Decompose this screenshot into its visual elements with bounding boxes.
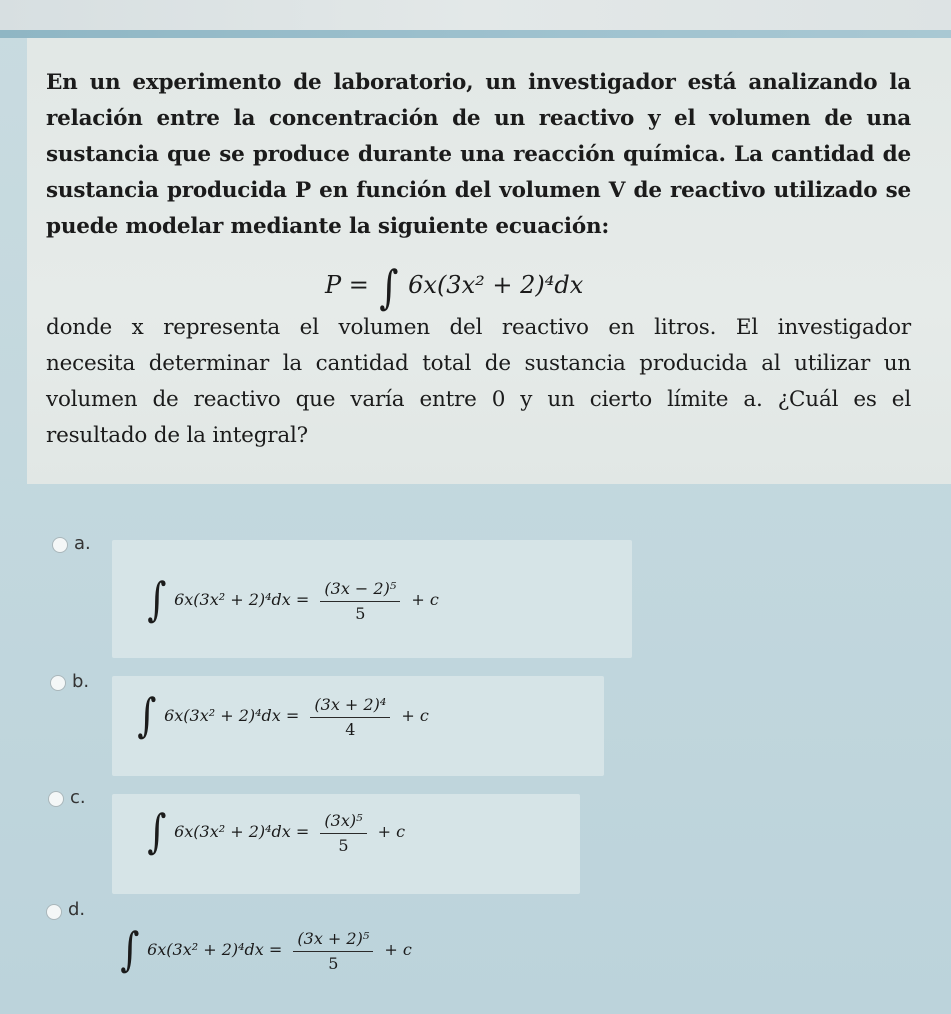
fraction-numerator: (3x)⁵ [320,811,366,834]
option-fraction [320,579,400,623]
option-c-answer[interactable] [145,804,405,858]
integral-sign: ∫ [378,260,399,314]
option-constant: + c [384,940,412,959]
option-fraction [293,929,373,973]
question-line: En un experimento de laboratorio, un investigador está analizando la [46,70,911,95]
option-integrand: 6x(3x² + 2)⁴dx = [147,940,283,959]
fraction-denominator: 5 [355,603,366,623]
option-integrand: 6x(3x² + 2)⁴dx = [174,822,310,841]
question-line: necesita determinar la cantidad total de sustancia producida al utilizar un [46,351,911,376]
option-a-radio[interactable] [52,537,68,553]
option-d-radio[interactable] [46,904,62,920]
option-integrand: 6x(3x² + 2)⁴dx = [174,590,310,609]
option-d-answer[interactable] [118,922,412,976]
main-equation [325,260,583,314]
question-paragraph-2 [46,310,911,454]
integral-sign: ∫ [147,572,167,626]
option-constant: + c [401,706,429,725]
fraction-numerator: (3x − 2)⁵ [320,579,400,602]
fraction-denominator: 4 [345,719,356,739]
option-fraction [320,811,366,855]
question-line: relación entre la concentración de un reactivo y el volumen de una [46,106,911,131]
top-divider [0,30,951,38]
question-line: sustancia producida P en función del volumen V de reactivo utilizado se [46,178,911,203]
option-integrand: 6x(3x² + 2)⁴dx = [164,706,300,725]
option-a-letter: a. [74,533,91,554]
option-fraction [310,695,390,739]
question-line: donde x representa el volumen del reactivo en litros. El investigador [46,315,911,340]
fraction-numerator: (3x + 2)⁵ [293,929,373,952]
option-c-radio[interactable] [48,791,64,807]
option-c-letter: c. [70,787,86,808]
option-b-answer[interactable] [135,688,429,742]
integral-sign: ∫ [137,688,157,742]
question-line: puede modelar mediante la siguiente ecuación: [46,214,610,239]
fraction-denominator: 5 [328,953,339,973]
question-line: sustancia que se produce durante una reacción química. La cantidad de [46,142,911,167]
question-line: volumen de reactivo que varía entre 0 y un cierto límite a. ¿Cuál es el [46,387,911,412]
fraction-numerator: (3x + 2)⁴ [310,695,390,718]
top-bar [0,0,951,34]
option-b-radio[interactable] [50,675,66,691]
option-constant: + c [411,590,439,609]
question-paragraph-1 [46,65,911,245]
option-a-answer[interactable] [145,572,439,626]
equation-rhs: 6x(3x² + 2)⁴dx [408,271,584,299]
fraction-denominator: 5 [338,835,349,855]
equation-lhs: P = [325,271,369,299]
integral-sign: ∫ [120,922,140,976]
option-d-letter: d. [68,899,86,920]
option-constant: + c [377,822,406,841]
option-b-letter: b. [72,671,90,692]
question-line: resultado de la integral? [46,423,308,448]
integral-sign: ∫ [147,804,167,858]
